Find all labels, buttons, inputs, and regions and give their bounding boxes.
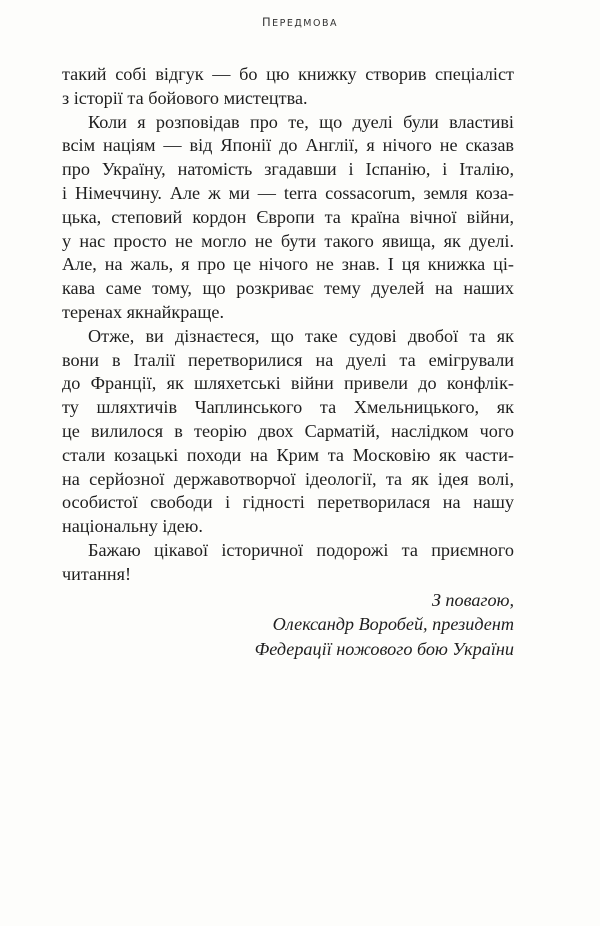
text-line: вони в Італії перетворилися на дуелі та емігрували [62, 349, 514, 370]
text-line: і Німеччину. Але ж ми — terra cossacorum, земля коза- [62, 182, 514, 203]
running-header-initial: П [261, 15, 273, 29]
text-line: до Франції, як шляхетські війни привели до конфлік- [62, 373, 514, 394]
text-line: цька, степовий кордон Європи та країна вічної війни, [62, 206, 514, 227]
text-line: на серйозної державотворчої ідеології, та як ідея волі, [62, 468, 514, 489]
text-line: всім націям — від Японії до Англії, я нічого не сказав [62, 135, 514, 156]
body-text [62, 63, 514, 662]
running-header [0, 15, 600, 29]
text-line: Коли я розповідав про те, що дуелі були властиві [88, 111, 514, 132]
signature-closing: З повагою, [431, 589, 514, 610]
text-line: Але, на жаль, я про це нічого не знав. І ця книжка ці- [62, 254, 514, 275]
text-line: у нас просто не могло не бути такого явища, як дуелі. [62, 230, 514, 251]
text-line: особистої свободи і гідності перетворилася на нашу [62, 492, 514, 513]
text-line: такий собі відгук — бо цю книжку створив спеціаліст [62, 64, 514, 84]
text-line: Бажаю цікавої історичної подорожі та приємного [88, 539, 514, 560]
signature-author: Олександр Воробей, президент [272, 614, 514, 635]
running-header-rest: ЕРЕДМОВА [272, 18, 338, 29]
text-line: це вилилося в теорію двох Сарматій, наслідком чого [62, 420, 514, 441]
text-line: теренах якнайкраще. [62, 301, 225, 322]
text-line: Отже, ви дізнаєтеся, що таке судові двобої та як [88, 325, 514, 346]
text-line: національну ідею. [62, 516, 203, 537]
text-line: читання! [62, 563, 132, 584]
text-line: з історії та бойового мистецтва. [62, 87, 308, 108]
text-line: стали козацькі походи на Крим та Московію як части- [62, 444, 514, 465]
signature-organization: Федерації ножового бою України [254, 639, 514, 660]
text-line: кава саме тому, що розкриває тему дуелей на наших [62, 278, 514, 299]
text-line: про Україну, натомість згадавши і Іспанію, і Італію, [62, 159, 514, 180]
text-line: ту шляхтичів Чаплинського та Хмельницького, як [62, 397, 514, 418]
